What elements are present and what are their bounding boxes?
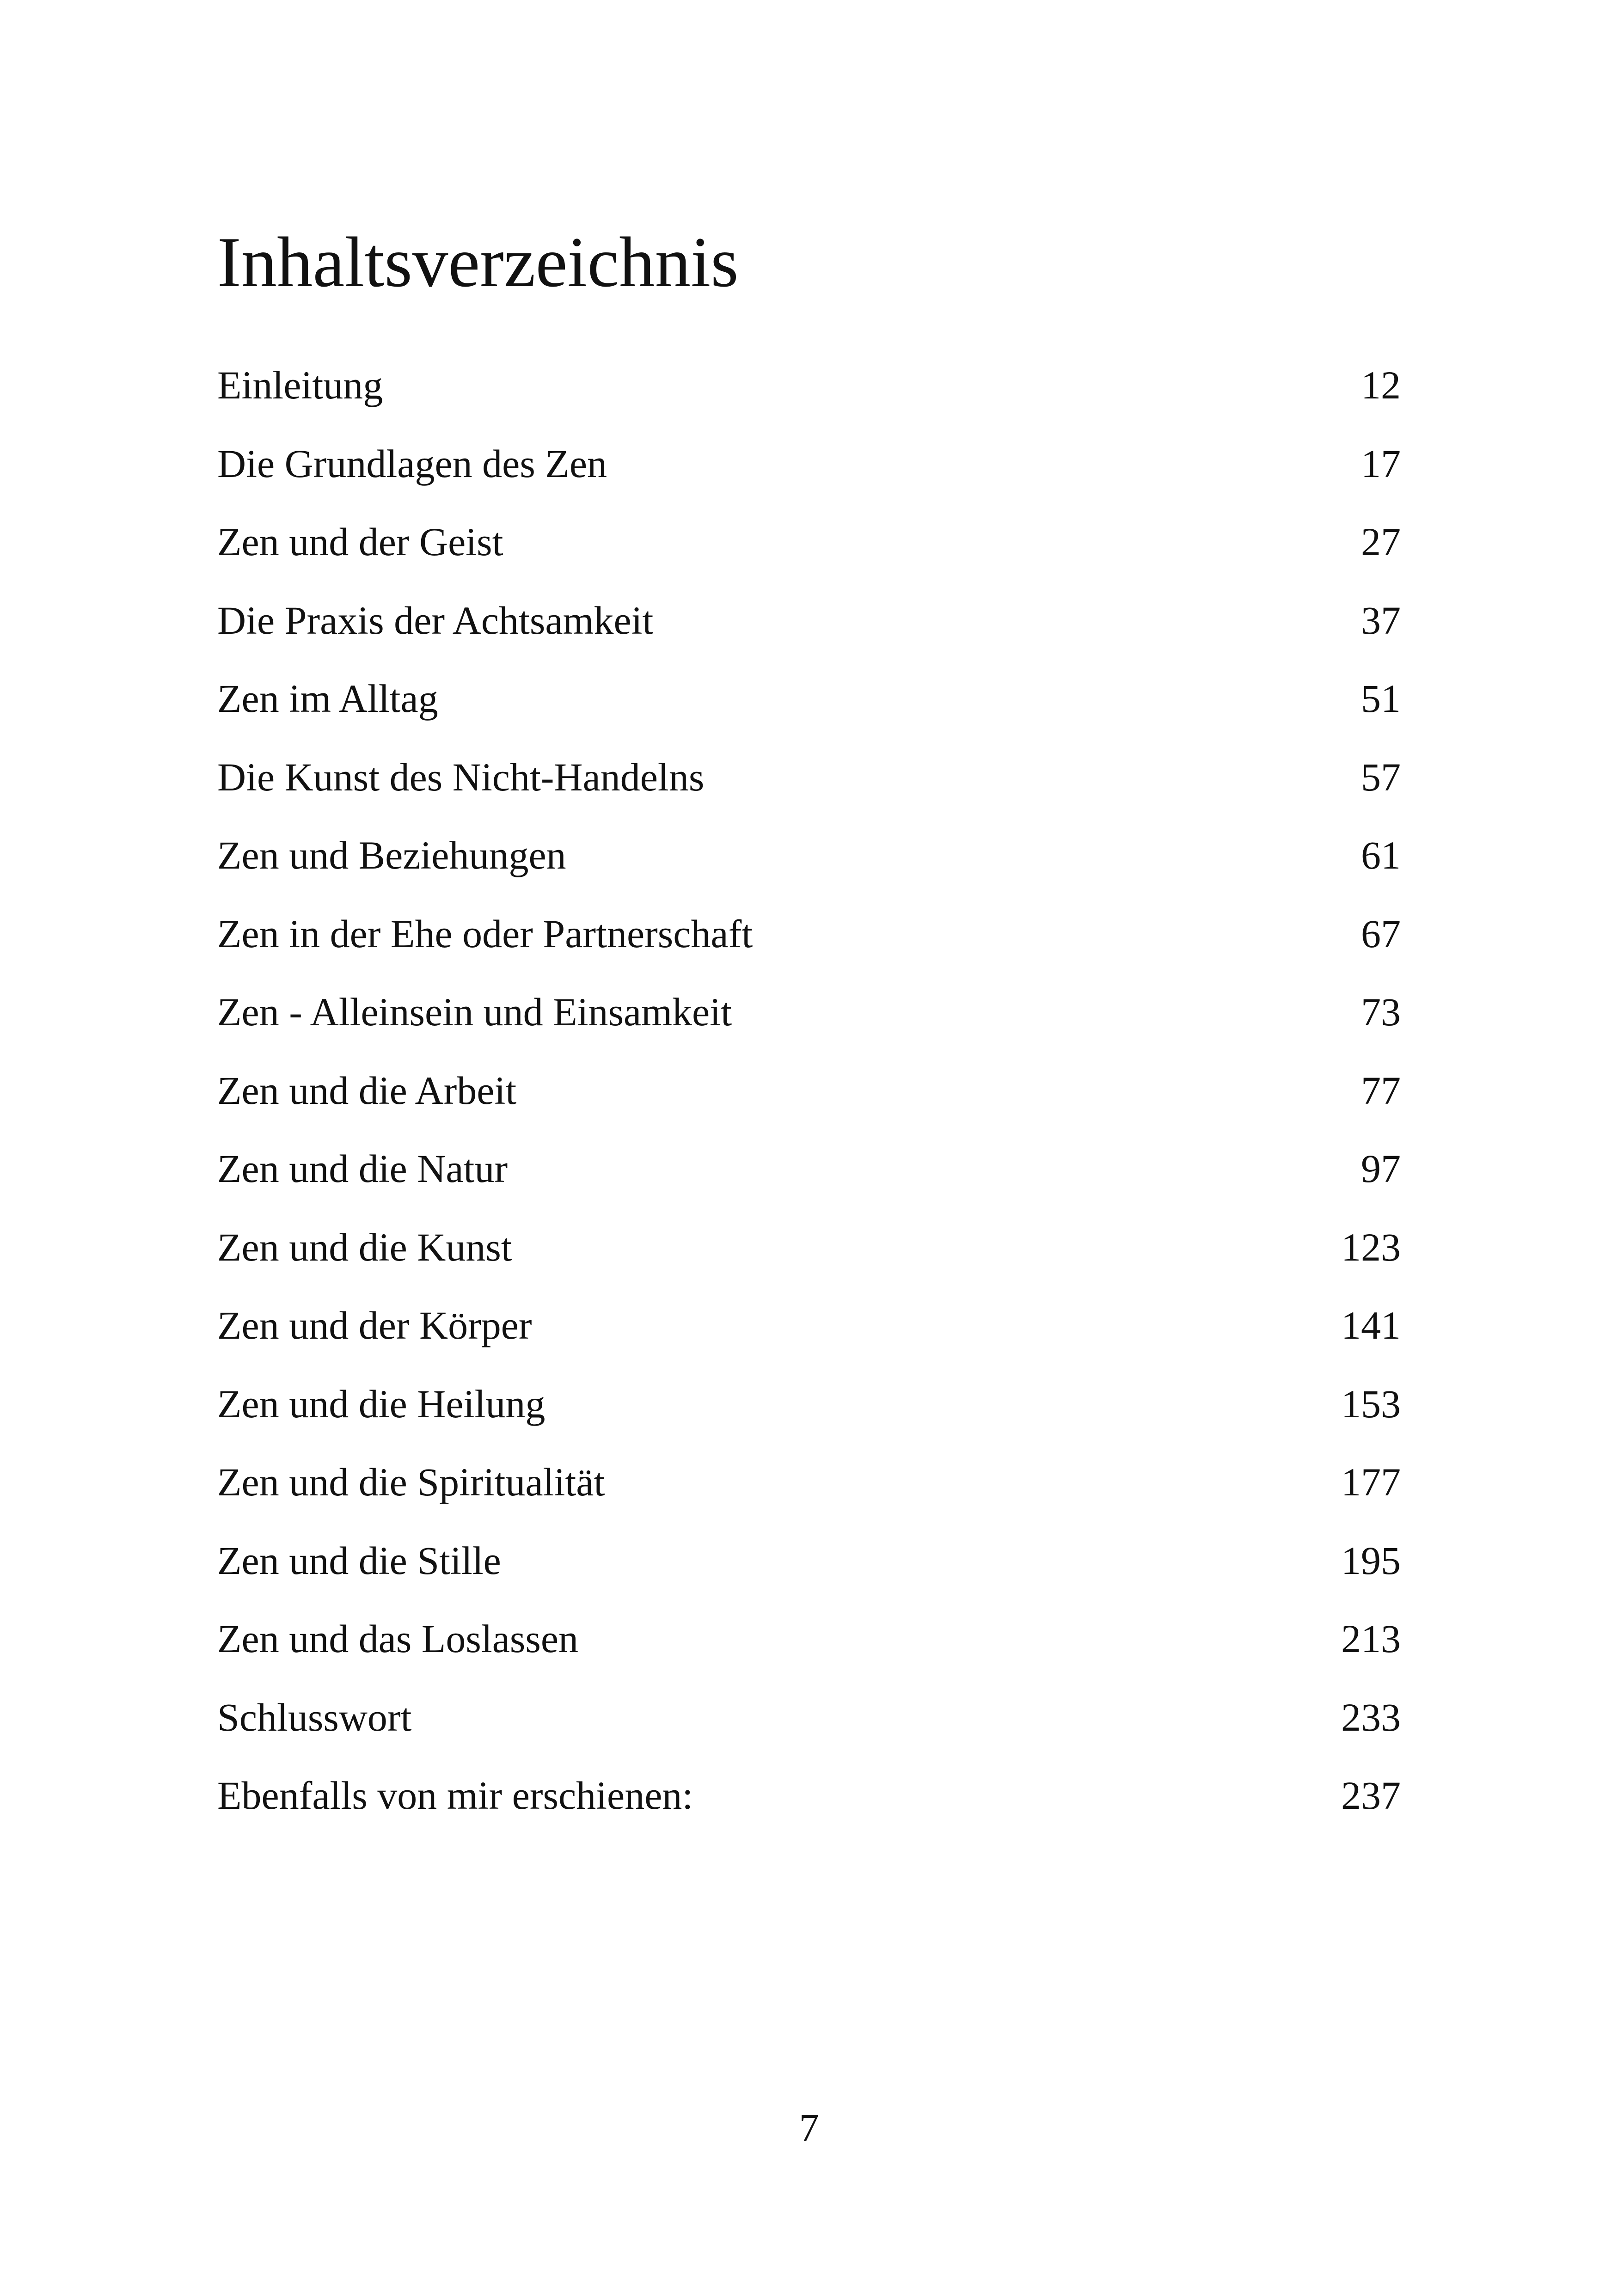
- toc-entry-page: 61: [1361, 833, 1401, 877]
- toc-entry-title: Die Praxis der Achtsamkeit: [217, 598, 654, 643]
- toc-entry-page: 67: [1361, 911, 1401, 956]
- toc-entry: [217, 1381, 1401, 1463]
- toc-entry-page: 141: [1341, 1303, 1401, 1347]
- toc-entry-title: Zen und das Loslassen: [217, 1616, 579, 1661]
- toc-entry-title: Zen und die Natur: [217, 1146, 508, 1191]
- toc-entry: [217, 1227, 1401, 1306]
- table-of-contents: [217, 365, 1401, 1854]
- toc-entry-page: 27: [1361, 520, 1401, 564]
- page-number: 7: [799, 2106, 819, 2150]
- toc-entry: [217, 754, 1401, 836]
- toc-entry: [217, 1068, 1401, 1149]
- toc-entry-page: 12: [1361, 363, 1401, 407]
- toc-entry-page: 195: [1341, 1538, 1401, 1583]
- toc-entry: [217, 676, 1401, 757]
- toc-entry-title: Zen und Beziehungen: [217, 833, 566, 877]
- toc-entry-page: 73: [1361, 990, 1401, 1034]
- toc-entry-title: Schlusswort: [217, 1695, 412, 1739]
- toc-entry-page: 77: [1361, 1068, 1401, 1113]
- toc-entry: [217, 441, 1401, 522]
- toc-entry-title: Zen in der Ehe oder Partnerschaft: [217, 911, 753, 956]
- toc-entry-title: Ebenfalls von mir erschienen:: [217, 1773, 693, 1818]
- toc-entry-page: 97: [1361, 1146, 1401, 1191]
- toc-entry-page: 123: [1341, 1225, 1401, 1269]
- toc-entry: [217, 1305, 1401, 1384]
- toc-entry: [217, 1616, 1401, 1697]
- toc-entry-title: Zen und der Körper: [217, 1303, 532, 1347]
- toc-entry: [217, 911, 1401, 992]
- toc-entry-page: 37: [1361, 598, 1401, 643]
- toc-entry-page: 237: [1341, 1773, 1401, 1818]
- toc-entry: [217, 835, 1401, 914]
- toc-entry: [217, 1773, 1401, 1854]
- toc-entry: [217, 522, 1401, 600]
- toc-entry-title: Zen und die Arbeit: [217, 1068, 517, 1113]
- toc-entry-page: 233: [1341, 1695, 1401, 1739]
- toc-entry-page: 51: [1361, 676, 1401, 721]
- toc-entry: [217, 1146, 1401, 1227]
- toc-entry-page: 57: [1361, 754, 1401, 799]
- toc-entry: [217, 1462, 1401, 1541]
- toc-entry-title: Die Grundlagen des Zen: [217, 441, 607, 486]
- toc-entry: [217, 992, 1401, 1071]
- toc-entry-title: Zen und die Heilung: [217, 1381, 545, 1426]
- toc-entry-title: Einleitung: [217, 363, 383, 407]
- toc-entry-title: Zen im Alltag: [217, 676, 438, 721]
- toc-entry-title: Zen und die Kunst: [217, 1225, 512, 1269]
- toc-entry-page: 17: [1361, 441, 1401, 486]
- toc-entry-title: Zen und die Stille: [217, 1538, 501, 1583]
- toc-entry-page: 213: [1341, 1616, 1401, 1661]
- toc-entry: [217, 1538, 1401, 1619]
- toc-entry-page: 153: [1341, 1381, 1401, 1426]
- toc-entry: [217, 1697, 1401, 1776]
- toc-entry-title: Zen und die Spiritualität: [217, 1460, 605, 1504]
- toc-entry-title: Die Kunst des Nicht-Handelns: [217, 754, 705, 799]
- toc-entry: [217, 600, 1401, 679]
- page-title: Inhaltsverzeichnis: [217, 222, 739, 302]
- toc-entry-page: 177: [1341, 1460, 1401, 1504]
- toc-entry-title: Zen und der Geist: [217, 520, 503, 564]
- toc-entry: [217, 365, 1401, 444]
- toc-entry-title: Zen - Alleinsein und Einsamkeit: [217, 990, 732, 1034]
